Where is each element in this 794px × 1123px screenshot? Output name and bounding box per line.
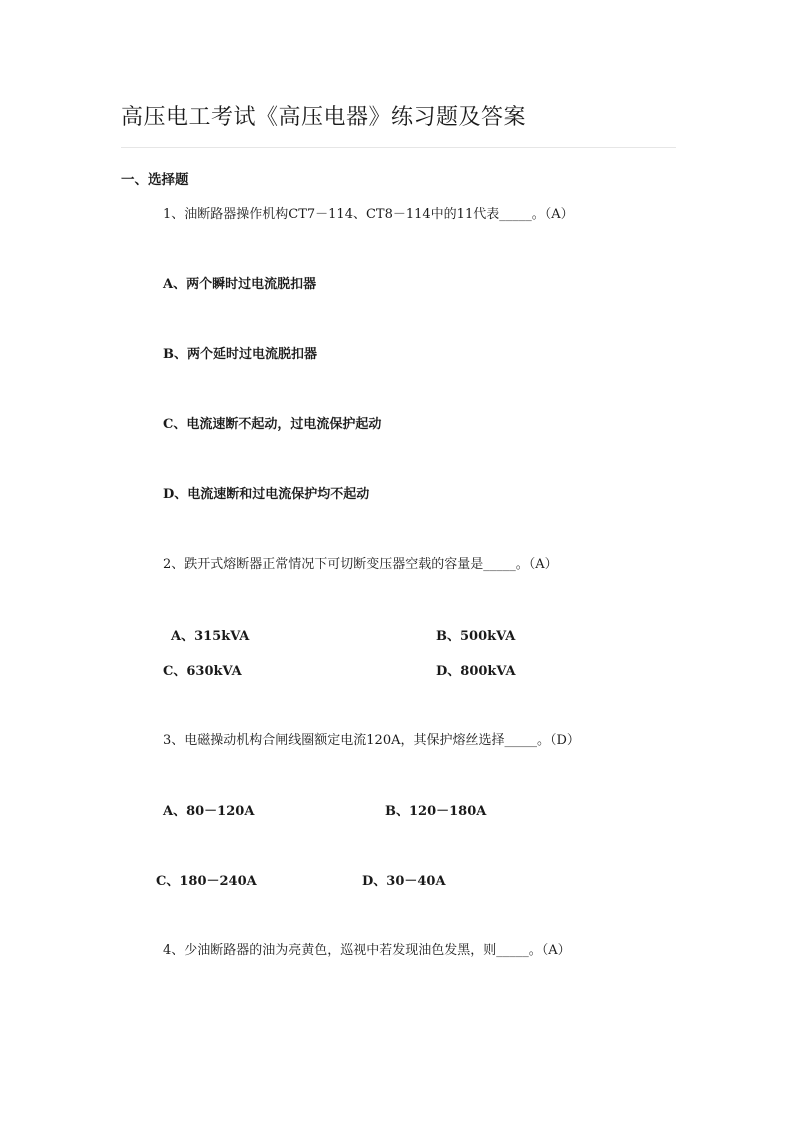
question-4-stem: 4、少油断路器的油为亮黄色，巡视中若发现油色发黑，则_____。（A） — [163, 943, 571, 958]
question-2-option-b: B、500kVA — [436, 629, 516, 644]
question-3-option-a: A、80－120A — [163, 804, 255, 819]
question-2-option-a: A、315kVA — [171, 629, 250, 644]
question-2-option-c: C、630kVA — [163, 664, 242, 679]
question-1-option-d: D、电流速断和过电流保护均不起动 — [163, 487, 370, 502]
question-3-option-d: D、30－40A — [362, 874, 446, 889]
section-heading: 一、选择题 — [121, 172, 189, 188]
question-1-option-a: A、两个瞬时过电流脱扣器 — [163, 277, 317, 292]
question-2-option-d: D、800kVA — [436, 664, 516, 679]
question-1-option-c: C、电流速断不起动，过电流保护起动 — [163, 417, 382, 432]
title-divider — [121, 147, 676, 148]
question-3-option-b: B、120－180A — [385, 804, 487, 819]
question-1-stem: 1、油断路器操作机构CT7－114、CT8－114中的11代表_____。（A） — [163, 207, 574, 222]
question-3-stem: 3、电磁操动机构合闸线圈额定电流120A，其保护熔丝选择_____。（D） — [163, 733, 580, 748]
question-1-option-b: B、两个延时过电流脱扣器 — [163, 347, 317, 362]
question-3-option-c: C、180－240A — [156, 874, 257, 889]
question-2-stem: 2、跌开式熔断器正常情况下可切断变压器空载的容量是_____。（A） — [163, 557, 558, 572]
page-title: 高压电工考试《高压电器》练习题及答案 — [121, 105, 527, 130]
